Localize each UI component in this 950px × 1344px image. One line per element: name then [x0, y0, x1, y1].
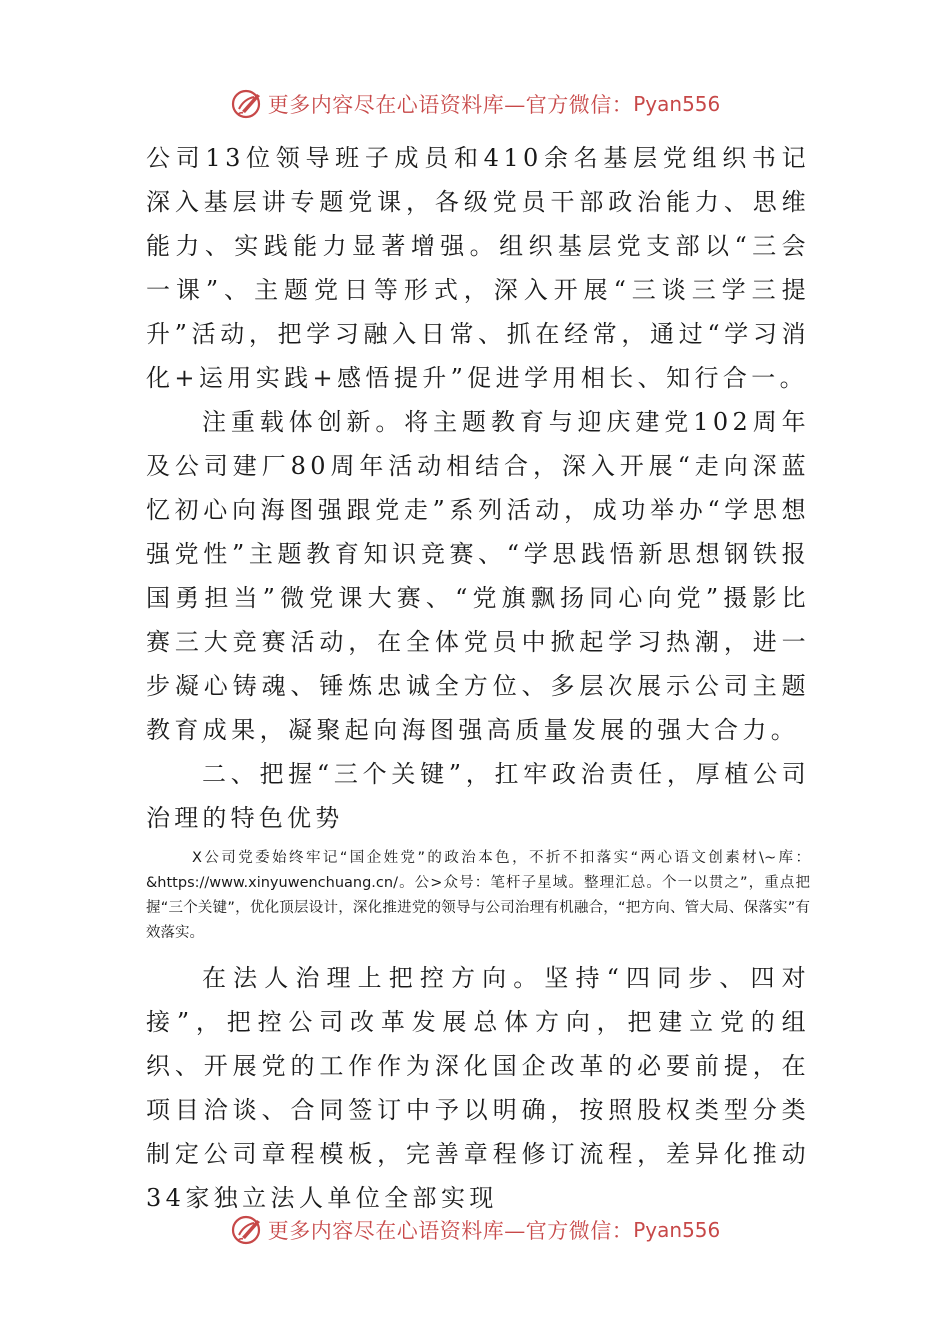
- header-banner: [0, 82, 950, 126]
- banner-contact: Pyan556: [633, 92, 721, 116]
- pen-logo-icon: [230, 1213, 264, 1247]
- paragraph-3: 在法人治理上把控方向。坚持“四同步、四对接”，把控公司改革发展总体方向，把建立党的组织、开展党的工作作为深化国企改革的必要前提，在项目洽谈、合同签订中予以明确，按照股权类型分类制定公司章程模板，完善章程修订流程，差异化推动34家独立法人单位全部实现: [146, 964, 810, 1212]
- banner-text: 更多内容尽在心语资料库—官方微信：: [267, 93, 634, 117]
- document-body: [146, 136, 810, 1220]
- section-heading: 二、把握“三个关键”，扛牢政治责任，厚植公司治理的特色优势: [146, 760, 810, 832]
- footer-banner: [0, 1208, 950, 1252]
- banner-text: 更多内容尽在心语资料库—官方微信：: [267, 1219, 634, 1243]
- paragraph-1: 公司13位领导班子成员和410余名基层党组织书记深入基层讲专题党课，各级党员干部政治能力、思维能力、实践能力显著增强。组织基层党支部以“三会一课”、主题党日等形式，深入开展“三谈三学三提升”活动，把学习融入日常、抓在经常，通过“学习消化+运用实践+感悟提升”促进学用相长、知行合一。: [146, 144, 810, 392]
- pen-logo-icon: [230, 87, 264, 121]
- inserted-note-paragraph: X公司党委始终牢记“国企姓党”的政治本色，不折不扣落实“两心语文创素材\~库：&https://www.xinyuwenchuang.cn/。公>众号：笔杆子星域。整理汇总。个一以贯之”，重点把握“三个关键”，优化顶层设计，深化推进党的领导与公司治理有机融合，“把方向、管大局、保落实”有效落实。: [146, 850, 810, 941]
- banner-contact: Pyan556: [633, 1218, 721, 1242]
- paragraph-2: 注重载体创新。将主题教育与迎庆建党102周年及公司建厂80周年活动相结合，深入开展“走向深蓝忆初心向海图强跟党走”系列活动，成功举办“学思想强党性”主题教育知识竞赛、“学思践悟新思想钢铁报国勇担当”微党课大赛、“党旗飘扬同心向党”摄影比赛三大竞赛活动，在全体党员中掀起学习热潮，进一步凝心铸魂、锤炼忠诚全方位、多层次展示公司主题教育成果，凝聚起向海图强高质量发展的强大合力。: [146, 408, 810, 744]
